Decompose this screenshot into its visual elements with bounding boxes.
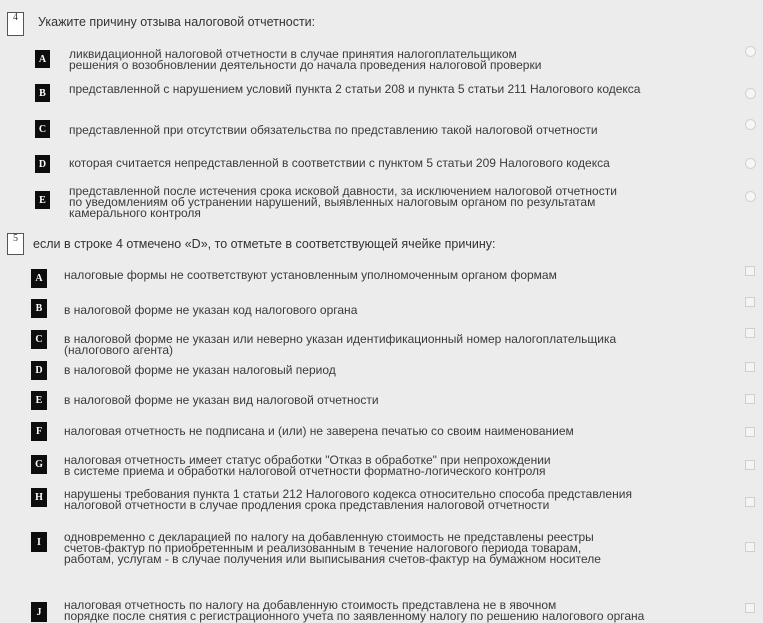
q5-option-i-letter: I bbox=[31, 532, 47, 552]
q5-option-i-text: одновременно с декларацией по налогу на добавленную стоимость не представлены реестры счетов-фактур по приобретенным и реализованным в течение налогового периода товарам, работам, услугам - в случае получения или выписывания счетов-фактур на бумажном носителе bbox=[64, 530, 601, 566]
q4-option-a-radio[interactable] bbox=[745, 46, 756, 57]
question-5-number-box: 5 bbox=[7, 233, 24, 255]
q5-option-c-letter: C bbox=[31, 330, 47, 349]
q5-option-c-text: в налоговой форме не указан или неверно указан идентификационный номер налогоплательщика (налогового агента) bbox=[64, 332, 617, 357]
q4-option-a-text: ликвидационной налоговой отчетности в случае принятия налогоплательщиком решения о возобновлении деятельности до начала проведения налоговой проверки bbox=[69, 47, 542, 72]
q4-option-c-letter: C bbox=[35, 120, 50, 138]
q5-option-e-checkbox[interactable] bbox=[745, 394, 755, 404]
q5-option-g-text: налоговая отчетность имеет статус обработки "Отказ в обработке" при непрохождении в системе приема и обработки налоговой отчетности форматно-логического контроля bbox=[64, 453, 551, 478]
q5-option-c-checkbox[interactable] bbox=[745, 328, 755, 338]
question-4-number-box: 4 bbox=[7, 12, 24, 36]
q5-option-a-letter: A bbox=[31, 269, 47, 288]
q4-option-b-radio[interactable] bbox=[745, 88, 756, 99]
q4-option-e-text: представленной после истечения срока исковой давности, за исключением налоговой отчетности по уведомлениям об устранении нарушений, выявленных налоговым органом по результатам камерального контроля bbox=[69, 184, 617, 220]
q5-option-d-text: в налоговой форме не указан налоговый период bbox=[64, 363, 336, 377]
q4-option-b-letter: B bbox=[35, 84, 50, 102]
q5-option-g-checkbox[interactable] bbox=[745, 460, 755, 470]
q5-option-d-checkbox[interactable] bbox=[745, 362, 755, 372]
q4-option-d-radio[interactable] bbox=[745, 158, 756, 169]
q5-option-f-text: налоговая отчетность не подписана и (или) не заверена печатью со своим наименованием bbox=[64, 424, 574, 438]
q5-option-d-letter: D bbox=[31, 361, 47, 380]
q4-option-c-text: представленной при отсутствии обязательства по представлению такой налоговой отчетности bbox=[69, 123, 598, 137]
q5-option-b-text: в налоговой форме не указан код налогового органа bbox=[64, 303, 358, 317]
question-4-title: Укажите причину отзыва налоговой отчетности: bbox=[38, 15, 316, 29]
question-5-title: если в строке 4 отмечено «D», то отметьте в соответствующей ячейке причину: bbox=[33, 237, 496, 251]
q4-option-d-letter: D bbox=[35, 155, 50, 173]
q5-option-h-text: нарушены требования пункта 1 статьи 212 Налогового кодекса относительно способа представления налоговой отчетности в случае продления срока представления налоговой отчетности bbox=[64, 487, 632, 512]
q4-option-b-text: представленной с нарушением условий пункта 2 статьи 208 и пункта 5 статьи 211 Налогового кодекса bbox=[69, 82, 641, 96]
q4-option-e-letter: E bbox=[35, 191, 50, 209]
q5-option-h-checkbox[interactable] bbox=[745, 497, 755, 507]
q5-option-j-checkbox[interactable] bbox=[745, 603, 755, 613]
q5-option-a-checkbox[interactable] bbox=[745, 266, 755, 276]
q5-option-e-text: в налоговой форме не указан вид налоговой отчетности bbox=[64, 393, 379, 407]
q5-option-f-letter: F bbox=[31, 422, 47, 441]
q5-option-j-letter: J bbox=[31, 602, 47, 622]
q5-option-j-text: налоговая отчетность по налогу на добавленную стоимость представлена не в явочном порядке после снятия с регистрационного учета по заявленному налогу по решению налогового органа bbox=[64, 598, 645, 623]
q4-option-c-radio[interactable] bbox=[745, 119, 756, 130]
q4-option-e-radio[interactable] bbox=[745, 191, 756, 202]
q5-option-f-checkbox[interactable] bbox=[745, 427, 755, 437]
q5-option-h-letter: H bbox=[31, 488, 47, 507]
q4-option-d-text: которая считается непредставленной в соответствии с пунктом 5 статьи 209 Налогового кодекса bbox=[69, 156, 610, 170]
q5-option-g-letter: G bbox=[31, 455, 47, 474]
q4-option-a-letter: A bbox=[35, 50, 50, 68]
q5-option-i-checkbox[interactable] bbox=[745, 542, 755, 552]
q5-option-b-checkbox[interactable] bbox=[745, 297, 755, 307]
q5-option-b-letter: B bbox=[31, 299, 47, 318]
q5-option-e-letter: E bbox=[31, 391, 47, 410]
q5-option-a-text: налоговые формы не соответствуют установленным уполномоченным органом формам bbox=[64, 268, 557, 282]
